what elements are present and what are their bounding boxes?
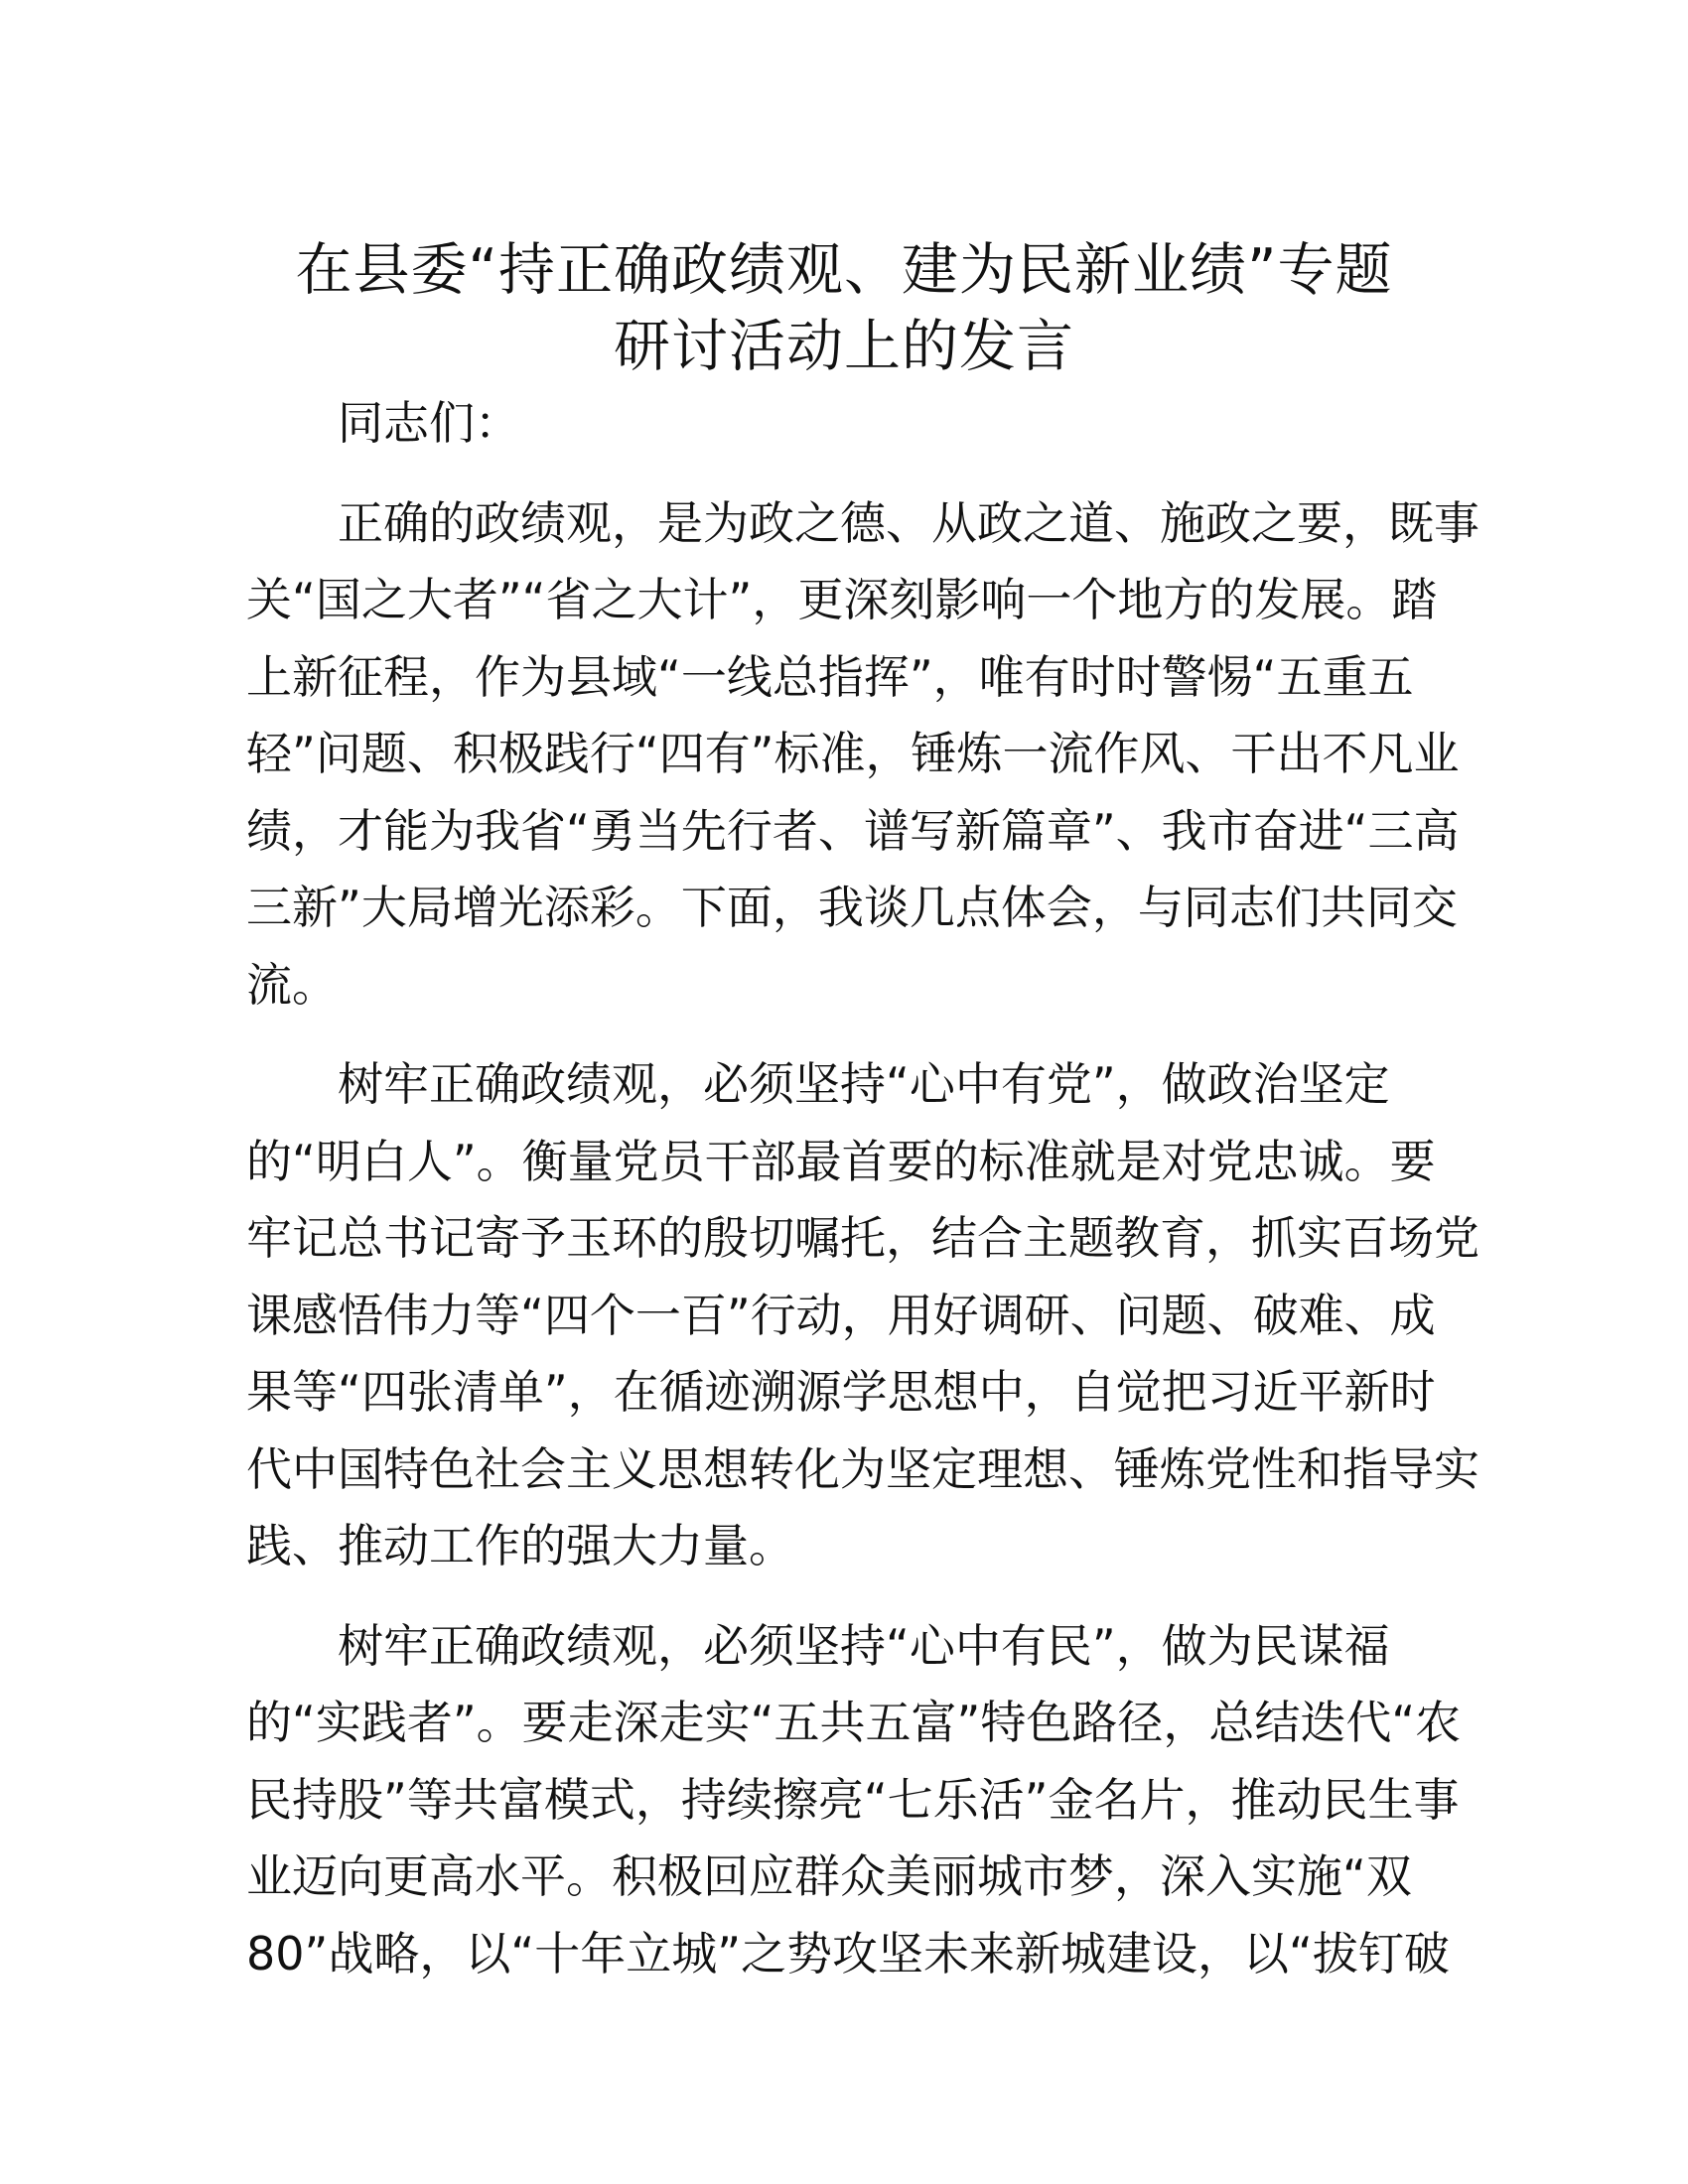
people-paragraph xyxy=(246,1608,1462,1993)
paragraph-line: 正确的政绩观，是为政之德、从政之道、施政之要，既事 xyxy=(338,495,1479,550)
title-line-2: 研讨活动上的发言 xyxy=(614,314,1074,380)
paragraph-line: 关“国之大者”“省之大计”，更深刻影响一个地方的发展。踏 xyxy=(246,573,1438,626)
paragraph-line: 民持股”等共富模式，持续擦亮“七乐活”金名片，推动民生事 xyxy=(246,1772,1460,1827)
party-paragraph xyxy=(246,1046,1479,1585)
paragraph-line: 同志们： xyxy=(338,396,520,450)
paragraph-line: 三新”大局增光添彩。下面，我谈几点体会，与同志们共同交 xyxy=(246,881,1458,934)
paragraph-line: 轻”问题、积极践行“四有”标准，锤炼一流作风、干出不凡业 xyxy=(246,727,1460,780)
paragraph-line: 绩，才能为我省“勇当先行者、谱写新篇章”、我市奋进“三高 xyxy=(246,803,1460,858)
paragraph-line: 的“实践者”。要走深走实“五共五富”特色路径，总结迭代“农 xyxy=(246,1696,1462,1749)
paragraph-line: 流。 xyxy=(246,957,338,1012)
paragraph-line: 树牢正确政绩观，必须坚持“心中有民”，做为民谋福 xyxy=(338,1618,1390,1673)
paragraph-line: 牢记总书记寄予玉环的殷切嘱托，结合主题教育，抓实百场党 xyxy=(246,1211,1479,1265)
paragraph-line: 业迈向更高水平。积极回应群众美丽城市梦，深入实施“双 xyxy=(246,1849,1412,1903)
paragraph-line: 课感悟伟力等“四个一百”行动，用好调研、问题、破难、成 xyxy=(246,1288,1436,1342)
paragraph-line: 代中国特色社会主义思想转化为坚定理想、锤炼党性和指导实 xyxy=(246,1441,1479,1496)
document-title xyxy=(199,232,1489,385)
paragraph-line: 果等“四张清单”，在循迹溯源学思想中，自觉把习近平新时 xyxy=(246,1365,1436,1419)
paragraph-line: 的“明白人”。衡量党员干部最首要的标准就是对党忠诚。要 xyxy=(246,1134,1436,1188)
document-body xyxy=(246,385,1479,2015)
paragraph-line: 践、推动工作的强大力量。 xyxy=(246,1519,794,1572)
title-line-1: 在县委“持正确政绩观、建为民新业绩”专题 xyxy=(295,237,1393,304)
intro-paragraph xyxy=(246,485,1479,1024)
paragraph-line: 80”战略，以“十年立城”之势攻坚未来新城建设，以“拔钉破 xyxy=(246,1926,1450,1980)
paragraph-line: 树牢正确政绩观，必须坚持“心中有党”，做政治坚定 xyxy=(338,1057,1390,1111)
salutation-paragraph xyxy=(246,385,1436,463)
paragraph-line: 上新征程，作为县域“一线总指挥”，唯有时时警惕“五重五 xyxy=(246,649,1414,704)
